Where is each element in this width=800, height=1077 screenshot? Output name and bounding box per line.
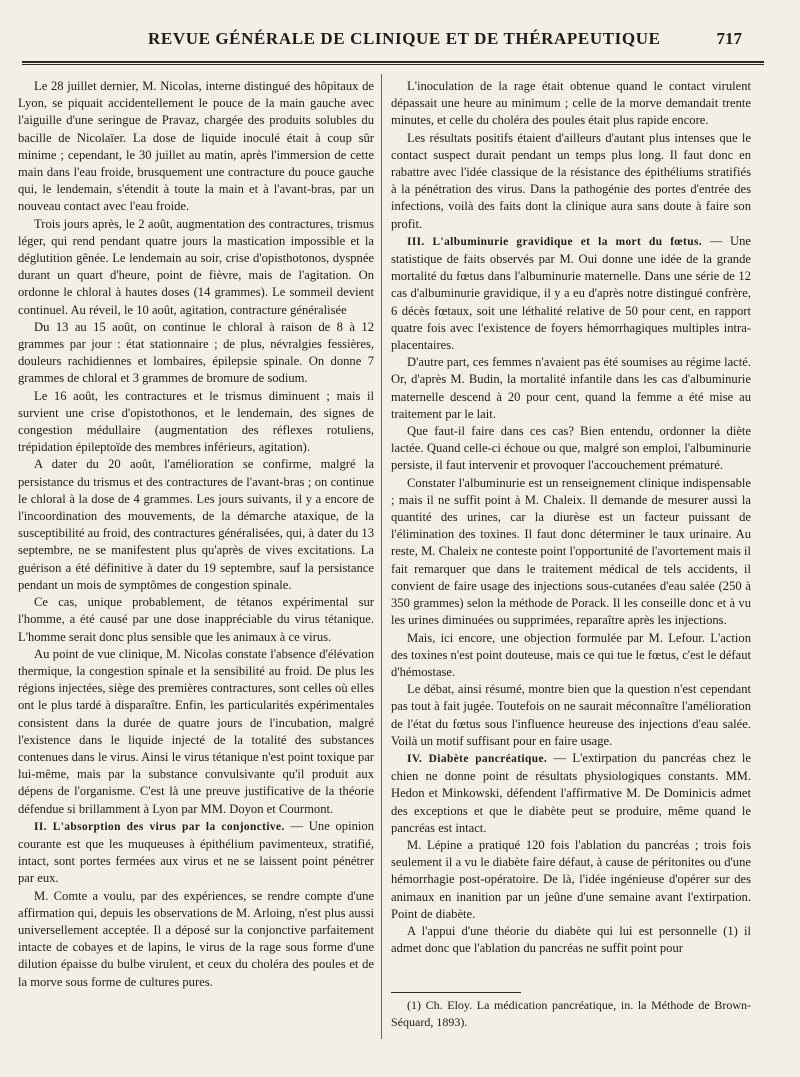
paragraph: M. Lépine a pratiqué 120 fois l'ablation du pancréas ; trois fois seulement il a vu le diabète faire défaut, à cause de péritonites ou d'une hémorrhagie post-opératoire. De là, l'idée ingénieuse d'opérer sur des animaux en inanition par un jeûne d'une semaine avant l'extirpation. Point de diabète. [391, 837, 751, 921]
header-rule [22, 61, 764, 63]
paragraph: Les résultats positifs étaient d'ailleurs d'autant plus intenses que le contact suspect durait pendant un temps plus long. Il faut donc en rabattre avec l'idée classique de la résistance des épithéliums stratifiés à la pénétration des virus. Dans la pathogénie des portes d'entrée des infections, voilà des faits dont la clinique aura sans doute à faire son profit. [391, 130, 751, 231]
paragraph: Le débat, ainsi résumé, montre bien que la question n'est cependant pas tout à fait jugée. Toutefois on ne saurait méconnaître l'amélioration de l'état du fœtus sous l'influence heureuse des injections d'eau salée. Voilà un motif suffisant pour en faire usage. [391, 682, 751, 748]
right-column [391, 78, 751, 957]
section-heading: IV. Diabète pancréatique. [407, 752, 548, 765]
section-paragraph [18, 818, 374, 888]
paragraph: Mais, ici encore, une objection formulée par M. Lefour. L'action des toxines n'est point douteuse, mais ce qui tue le fœtus, c'est le défaut d'hémostase. [391, 630, 751, 679]
page-header [18, 27, 742, 53]
section-text: — Une opinion courante est que les muqueuses à épithélium pavimenteux, stratifié, intact, sont portes fermées aux virus et ne se laissent point pénétrer par eux. [18, 818, 374, 886]
paragraph: M. Comte a voulu, par des expériences, se rendre compte d'une affirmation qui, depuis les observations de M. Arloing, n'est plus aussi universellement acceptée. Il a déposé sur la conjonctive parfaitement intacte de cobayes et de lapins, le virus de la rage sous forme d'une dilution épaisse du bulbe virulent, et ceux du choléra des poules et de la morve sous forme de cultures pures. [18, 888, 374, 989]
column-divider [381, 74, 382, 1039]
paragraph: A l'appui d'une théorie du diabète qui lui est personnelle (1) il admet donc que l'ablation du pancréas ne suffit point pour [391, 923, 751, 956]
left-column [18, 78, 374, 991]
header-rule-thin [22, 64, 764, 65]
paragraph: Que faut-il faire dans ces cas? Bien entendu, ordonner la diète lactée. Quand celle-ci échoue ou que, malgré son emploi, l'albuminurie persiste, il faut intervenir et provoquer l'accouchement prématuré. [391, 424, 751, 473]
page-number: 717 [716, 29, 742, 48]
paragraph: A dater du 20 août, l'amélioration se confirme, malgré la persistance du trismus et des contractures de l'avant-bras ; on continue le chloral à la dose de 4 grammes. Les jours suivants, il y a encore de l'incoordination des mouvements, de la démarche ataxique, de la susceptibilité au froid, des contractures généralisées, qui, à dater du 13 septembre, ne se manifestent plus qu'après de vives excitations. La guérison a été définitive à dater du 19 septembre, sauf la persistance pendant un mois de symptômes de congestion spinale. [18, 457, 374, 592]
section-paragraph [391, 233, 751, 354]
footnote-rule [391, 992, 521, 993]
section-text: — L'extirpation du pancréas chez le chien ne donne point de résultats physiologiques constants. MM. Hedon et Minkowski, défendent l'affirmative M. De Dominicis admet des exceptions et que le diabète peut se produire, même quand le pancréas est intact. [391, 750, 751, 835]
section-heading: III. L'albuminurie gravidique et la mort du fœtus. [407, 235, 703, 248]
running-title: REVUE GÉNÉRALE DE CLINIQUE ET DE THÉRAPEUTIQUE [148, 29, 661, 48]
paragraph: Trois jours après, le 2 août, augmentation des contractures, trismus léger, qui rend pendant quatre jours la mastication impossible et la déglutition gênée. Le lendemain au soir, crise d'opisthotonos, dyspnée durant un quart d'heure, point de fièvre, mais de l'agitation. On ordonne le chloral à hautes doses (14 grammes). Le sommeil devient continuel. Au réveil, le 10 août, agitation, contracture généralisée [18, 216, 374, 317]
paragraph: D'autre part, ces femmes n'avaient pas été soumises au régime lacté. Or, d'après M. Budin, la mortalité infantile dans les cas d'albuminurie maternelle descend à 20 pour cent, quand la femme a été mise au traitement par le lait. [391, 355, 751, 421]
paragraph: L'inoculation de la rage était obtenue quand le contact virulent dépassait une heure au minimum ; celle de la morve demandait trente minutes, et celle du choléra des poules était plus rapide encore. [391, 79, 751, 128]
section-paragraph [391, 750, 751, 837]
paragraph: Du 13 au 15 août, on continue le chloral à raison de 8 à 12 grammes par jour : état stationnaire ; de plus, névralgies fessières, douleurs rachidiennes et lombaires, épilepsie spinale. On donne 7 grammes de chloral et 3 grammes de bromure de sodium. [18, 319, 374, 386]
footnote: (1) Ch. Eloy. La médication pancréatique, in. la Méthode de Brown-Séquard, 1893). [391, 998, 751, 1029]
section-text: — Une statistique de faits observés par M. Oui donne une idée de la grande mortalité du fœtus dans l'albuminurie maternelle. Dans une série de 12 cas d'albuminurie gravidique, il y a eu d'après notre distingué confrère, 6 décès fœtaux, soit une léthalité relative de 50 pour cent, en rapport quatre fois avec l'existence de foyers hémorrhagiques multiples intra-placentaires. [391, 233, 751, 353]
paragraph: Constater l'albuminurie est un renseignement clinique indispensable ; mais il ne suffit point à M. Chaleix. Il demande de mesurer aussi la quantité des urines, car la diurèse est un facteur puissant de l'élimination des toxines. Il faut donc déterminer le taux urinaire. Au reste, M. Chaleix ne conteste point l'opportunité de l'avortement mais il fait remarquer que dans le traitement médical de tels accidents, il convient de faire usage des injections sous-cutanées d'eau salée (250 à 350 grammes) selon la méthode de Porack. Il les conseille donc et à vu les urines diminuées ou supprimées, reparaître après les injections. [391, 475, 751, 628]
paragraph: Ce cas, unique probablement, de tétanos expérimental sur l'homme, a été causé par une dose inappréciable du virus tétanique. L'homme serait donc plus sensible que les animaux à ce virus. [18, 595, 374, 644]
section-heading: II. L'absorption des virus par la conjonctive. [34, 820, 285, 833]
paragraph: Au point de vue clinique, M. Nicolas constate l'absence d'élévation thermique, la congestion spinale et la sensibilité au froid. De plus les régions injectées, siège des premières contractures, sont celles où elles ont le plus tardé à disparaître. Enfin, les particularités expérimentales consistent dans la durée de quatre jours de l'incubation, malgré l'existence dans le liquide injecté de la totalité des substances contenues dans le virus. Ainsi le virus tétanique n'est point toxique par lui-même, mais par la substance convulsivante qu'il produit aux dépens de l'organisme. C'est là une preuve justificative de la théorie défendue si brillamment à Lyon par MM. Doyon et Courmont. [18, 646, 374, 816]
paragraph: Le 16 août, les contractures et le trismus diminuent ; mais il survient une crise d'opistothonos, et le lendemain, des signes de congestion médullaire (augmentation des réflexes rotuliens, trépidation épileptoïde des membres inférieurs, agitation). [18, 388, 374, 455]
paragraph: Le 28 juillet dernier, M. Nicolas, interne distingué des hôpitaux de Lyon, se piquait accidentellement le pouce de la main gauche avec l'aiguille d'une seringue de Pravaz, chargée des produits solubles du bacille de Nicolaïer. La dose de liquide inoculé était à coup sûr minime ; cependant, le 30 juillet au matin, après l'immersion de cette main dans l'eau froide, brusquement une contracture du pouce gauche qui, le lendemain, s'étendit à toute la main et à l'avant-bras, par un nouveau contact avec l'eau froide. [18, 79, 374, 214]
